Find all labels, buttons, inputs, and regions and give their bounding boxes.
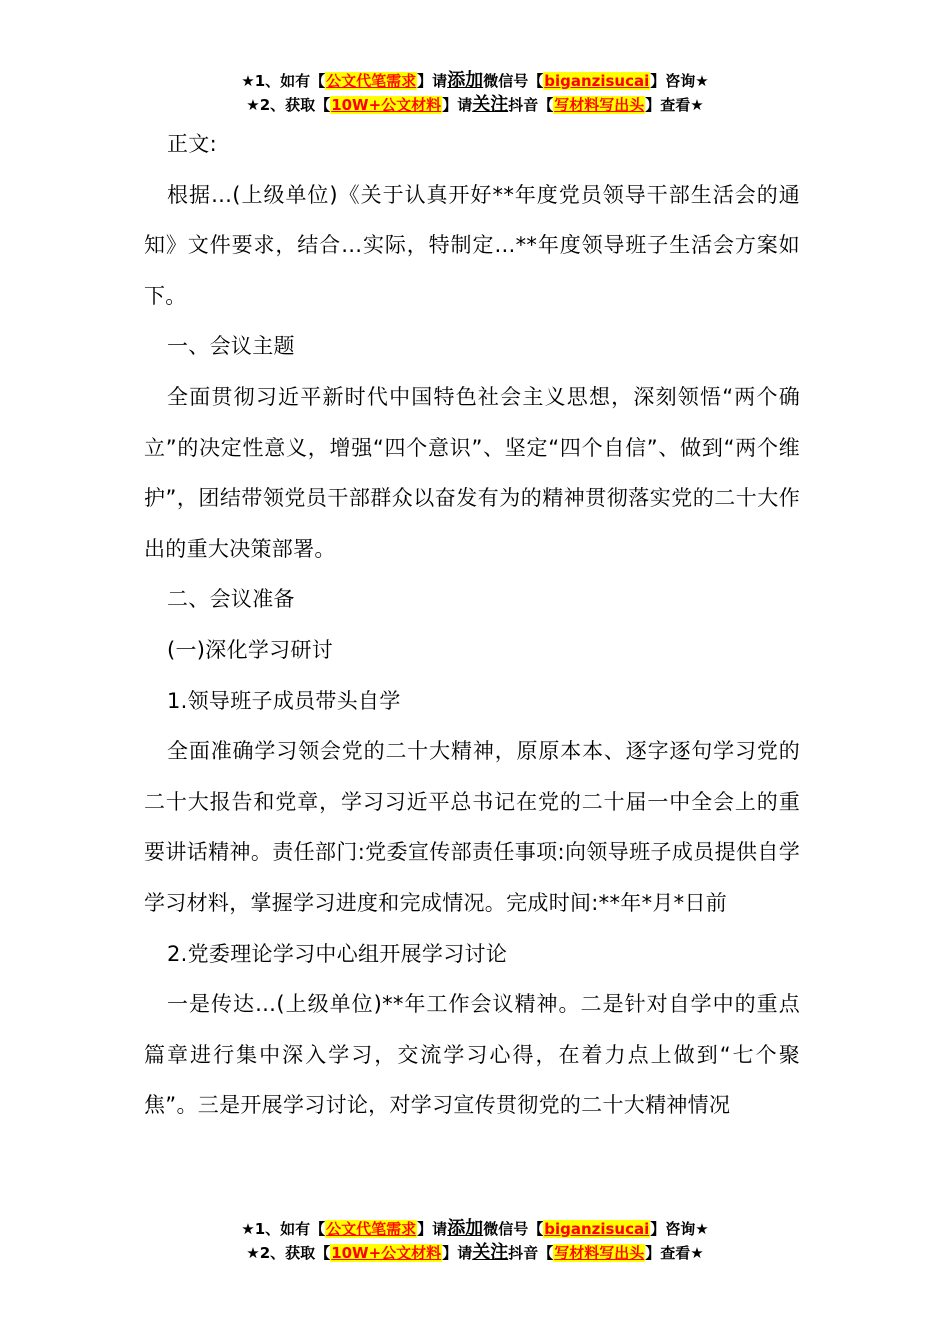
self-study-paragraph: 全面准确学习领会党的二十大精神，原原本本、逐字逐句学习党的二十大报告和党章，学习习近平总书记在党的二十届一中全会上的重要讲话精神。责任部门:党委宣传部责任事项:向领导班子成员提供自学学习材料，掌握学习进度和完成情况。完成时间:**年*月*日前	[144, 739, 800, 915]
highlight-wechat-id: biganzisucai	[544, 72, 650, 90]
highlight-writing-service: 公文代笔需求	[326, 1220, 417, 1238]
banner-line-2: ★2、获取【10W+公文材料】请关注抖音【写材料写出头】查看★	[246, 94, 704, 115]
document-body	[144, 119, 800, 1131]
item-heading-self-study: 1.领导班子成员带头自学	[167, 688, 401, 713]
footer-banner	[0, 1217, 950, 1265]
header-banner	[0, 69, 950, 117]
banner-line-2: ★2、获取【10W+公文材料】请关注抖音【写材料写出头】查看★	[246, 1242, 704, 1263]
highlight-douyin-account: 写材料写出头	[554, 1244, 645, 1262]
highlight-wechat-id: biganzisucai	[544, 1220, 650, 1238]
banner-line-1: ★1、如有【公文代笔需求】请添加微信号【biganzisucai】咨询★	[241, 1218, 709, 1239]
item-heading-group-study: 2.党委理论学习中心组开展学习讨论	[167, 941, 508, 966]
highlight-writing-service: 公文代笔需求	[326, 72, 417, 90]
section-heading-theme: 一、会议主题	[167, 334, 295, 359]
highlight-materials: 10W+公文材料	[331, 96, 442, 114]
banner-line-1: ★1、如有【公文代笔需求】请添加微信号【biganzisucai】咨询★	[241, 70, 709, 91]
theme-paragraph: 全面贯彻习近平新时代中国特色社会主义思想，深刻领悟“两个确立”的决定性意义，增强“四个意识”、坚定“四个自信”、做到“两个维护”，团结带领党员干部群众以奋发有为的精神贯彻落实党的二十大作出的重大决策部署。	[144, 384, 800, 561]
highlight-douyin-account: 写材料写出头	[554, 96, 645, 114]
section-heading-preparation: 二、会议准备	[167, 587, 295, 612]
intro-paragraph: 根据…(上级单位)《关于认真开好**年度党员领导干部生活会的通知》文件要求，结合…实际，特制定…**年度领导班子生活会方案如下。	[144, 182, 800, 308]
body-label: 正文:	[167, 132, 217, 156]
subsection-heading-study: (一)深化学习研讨	[167, 637, 334, 662]
group-study-paragraph: 一是传达…(上级单位)**年工作会议精神。二是针对自学中的重点篇章进行集中深入学习，交流学习心得，在着力点上做到“七个聚焦”。三是开展学习讨论，对学习宣传贯彻党的二十大精神情况	[144, 992, 800, 1118]
highlight-materials: 10W+公文材料	[331, 1244, 442, 1262]
